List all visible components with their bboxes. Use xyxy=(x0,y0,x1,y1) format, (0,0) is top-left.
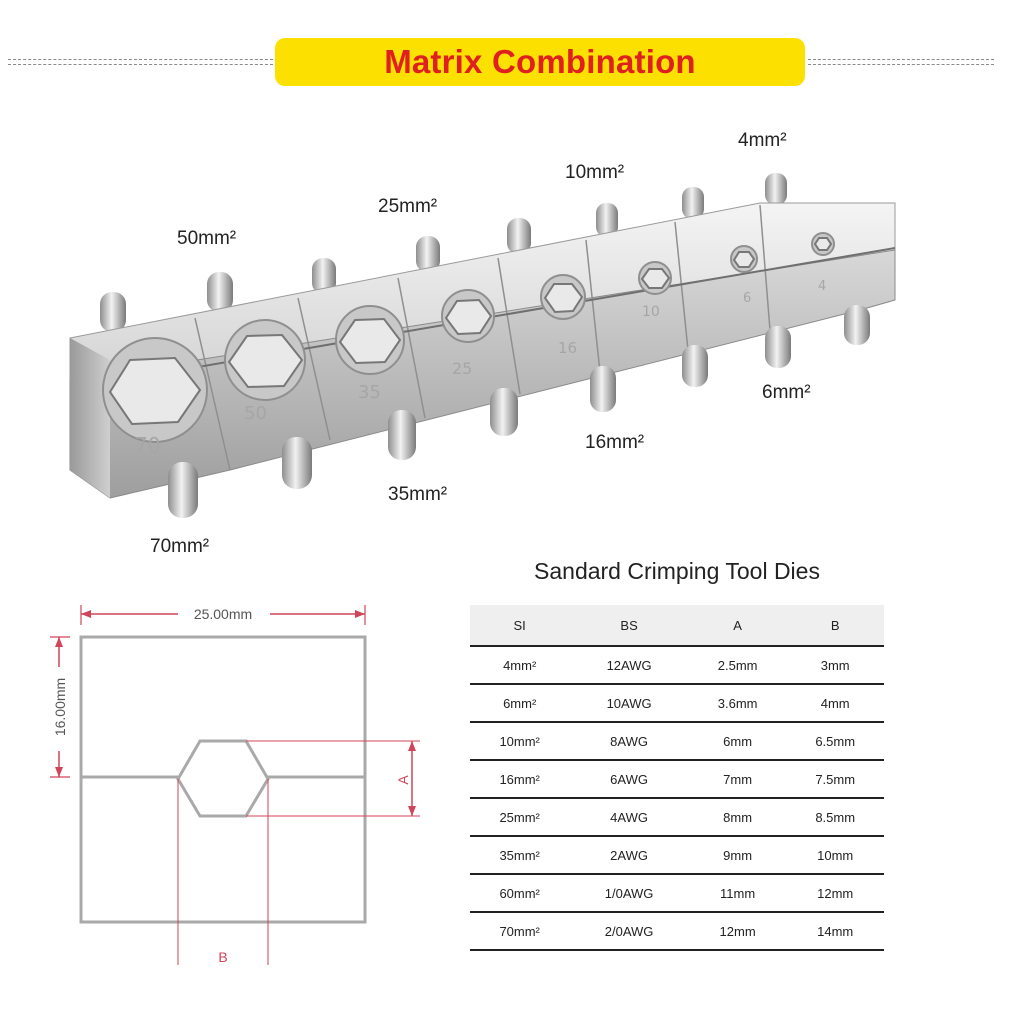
cell-bs: 2/0AWG xyxy=(569,912,688,950)
table-row xyxy=(470,684,884,722)
table-row xyxy=(470,836,884,874)
column-header-a: A xyxy=(689,605,787,646)
crimping-dies-table xyxy=(470,605,884,951)
cell-bs: 10AWG xyxy=(569,684,688,722)
cell-b: 10mm xyxy=(786,836,884,874)
cell-si: 25mm² xyxy=(470,798,569,836)
arrow-left-icon xyxy=(81,610,91,618)
hex-cavity-6 xyxy=(734,252,754,267)
engraving-70: 70 xyxy=(135,433,161,457)
cell-si: 16mm² xyxy=(470,760,569,798)
cell-bs: 6AWG xyxy=(569,760,688,798)
die-set-illustration xyxy=(0,100,1009,570)
pin-icon xyxy=(844,305,870,345)
engraving-25: 25 xyxy=(452,359,473,378)
pin-icon xyxy=(168,462,198,518)
cell-si: 10mm² xyxy=(470,722,569,760)
cell-b: 12mm xyxy=(786,874,884,912)
cell-bs: 4AWG xyxy=(569,798,688,836)
cell-si: 35mm² xyxy=(470,836,569,874)
engraving-10: 10 xyxy=(642,304,660,320)
cell-a: 12mm xyxy=(689,912,787,950)
die-bar-side xyxy=(70,338,110,498)
header-banner xyxy=(0,38,1009,88)
size-label-4: 4mm² xyxy=(738,130,787,151)
engraving-35: 35 xyxy=(358,382,381,403)
cell-a: 7mm xyxy=(689,760,787,798)
pin-icon xyxy=(490,388,518,436)
cell-a: 11mm xyxy=(689,874,787,912)
table-row xyxy=(470,722,884,760)
size-label-25: 25mm² xyxy=(378,196,438,217)
hex-cavity-4 xyxy=(815,238,831,250)
arrow-up-icon xyxy=(55,637,63,647)
size-label-10: 10mm² xyxy=(565,162,625,183)
cell-bs: 1/0AWG xyxy=(569,874,688,912)
cell-bs: 8AWG xyxy=(569,722,688,760)
cell-si: 60mm² xyxy=(470,874,569,912)
engraving-4: 4 xyxy=(818,279,827,294)
size-label-50: 50mm² xyxy=(177,228,237,249)
pin-icon xyxy=(765,326,791,368)
cell-b: 3mm xyxy=(786,646,884,684)
cell-a: 9mm xyxy=(689,836,787,874)
a-label: A xyxy=(395,775,411,785)
cell-b: 14mm xyxy=(786,912,884,950)
hex-cavity-outline xyxy=(178,741,268,816)
pin-icon xyxy=(207,272,233,312)
cell-a: 2.5mm xyxy=(689,646,787,684)
engraving-6: 6 xyxy=(743,291,752,306)
cell-b: 6.5mm xyxy=(786,722,884,760)
cell-bs: 12AWG xyxy=(569,646,688,684)
column-header-bs: BS xyxy=(569,605,688,646)
cell-b: 7.5mm xyxy=(786,760,884,798)
table-title: Sandard Crimping Tool Dies xyxy=(534,558,820,584)
pin-icon xyxy=(388,410,416,460)
height-label: 16.00mm xyxy=(52,677,68,737)
table-header-row xyxy=(470,605,884,646)
table-row xyxy=(470,760,884,798)
column-header-b: B xyxy=(786,605,884,646)
cell-a: 6mm xyxy=(689,722,787,760)
arrow-down-icon xyxy=(55,767,63,777)
pin-icon xyxy=(590,366,616,412)
table-row xyxy=(470,798,884,836)
cell-si: 6mm² xyxy=(470,684,569,722)
cell-b: 8.5mm xyxy=(786,798,884,836)
pin-icon xyxy=(100,292,126,332)
engraving-50: 50 xyxy=(244,403,267,424)
dashed-rule-left xyxy=(8,58,273,68)
dashed-rule-right xyxy=(808,58,994,68)
width-label: 25.00mm xyxy=(193,606,253,622)
cell-b: 4mm xyxy=(786,684,884,722)
b-label: B xyxy=(218,949,228,965)
table-row xyxy=(470,912,884,950)
cell-a: 8mm xyxy=(689,798,787,836)
cell-si: 4mm² xyxy=(470,646,569,684)
pin-icon xyxy=(282,437,312,489)
size-label-16: 16mm² xyxy=(585,432,645,453)
size-label-6: 6mm² xyxy=(762,382,811,403)
size-label-35: 35mm² xyxy=(388,484,448,505)
cell-bs: 2AWG xyxy=(569,836,688,874)
engraving-16: 16 xyxy=(558,339,578,357)
pin-icon xyxy=(765,173,787,205)
die-schematic xyxy=(40,595,440,975)
pin-icon xyxy=(682,345,708,387)
table-row xyxy=(470,874,884,912)
size-label-70: 70mm² xyxy=(150,536,210,557)
banner-title: Matrix Combination xyxy=(275,38,805,86)
column-header-si: SI xyxy=(470,605,569,646)
table-row xyxy=(470,646,884,684)
hex-cavity-10 xyxy=(642,269,669,288)
cell-si: 70mm² xyxy=(470,912,569,950)
cell-a: 3.6mm xyxy=(689,684,787,722)
arrow-right-icon xyxy=(355,610,365,618)
